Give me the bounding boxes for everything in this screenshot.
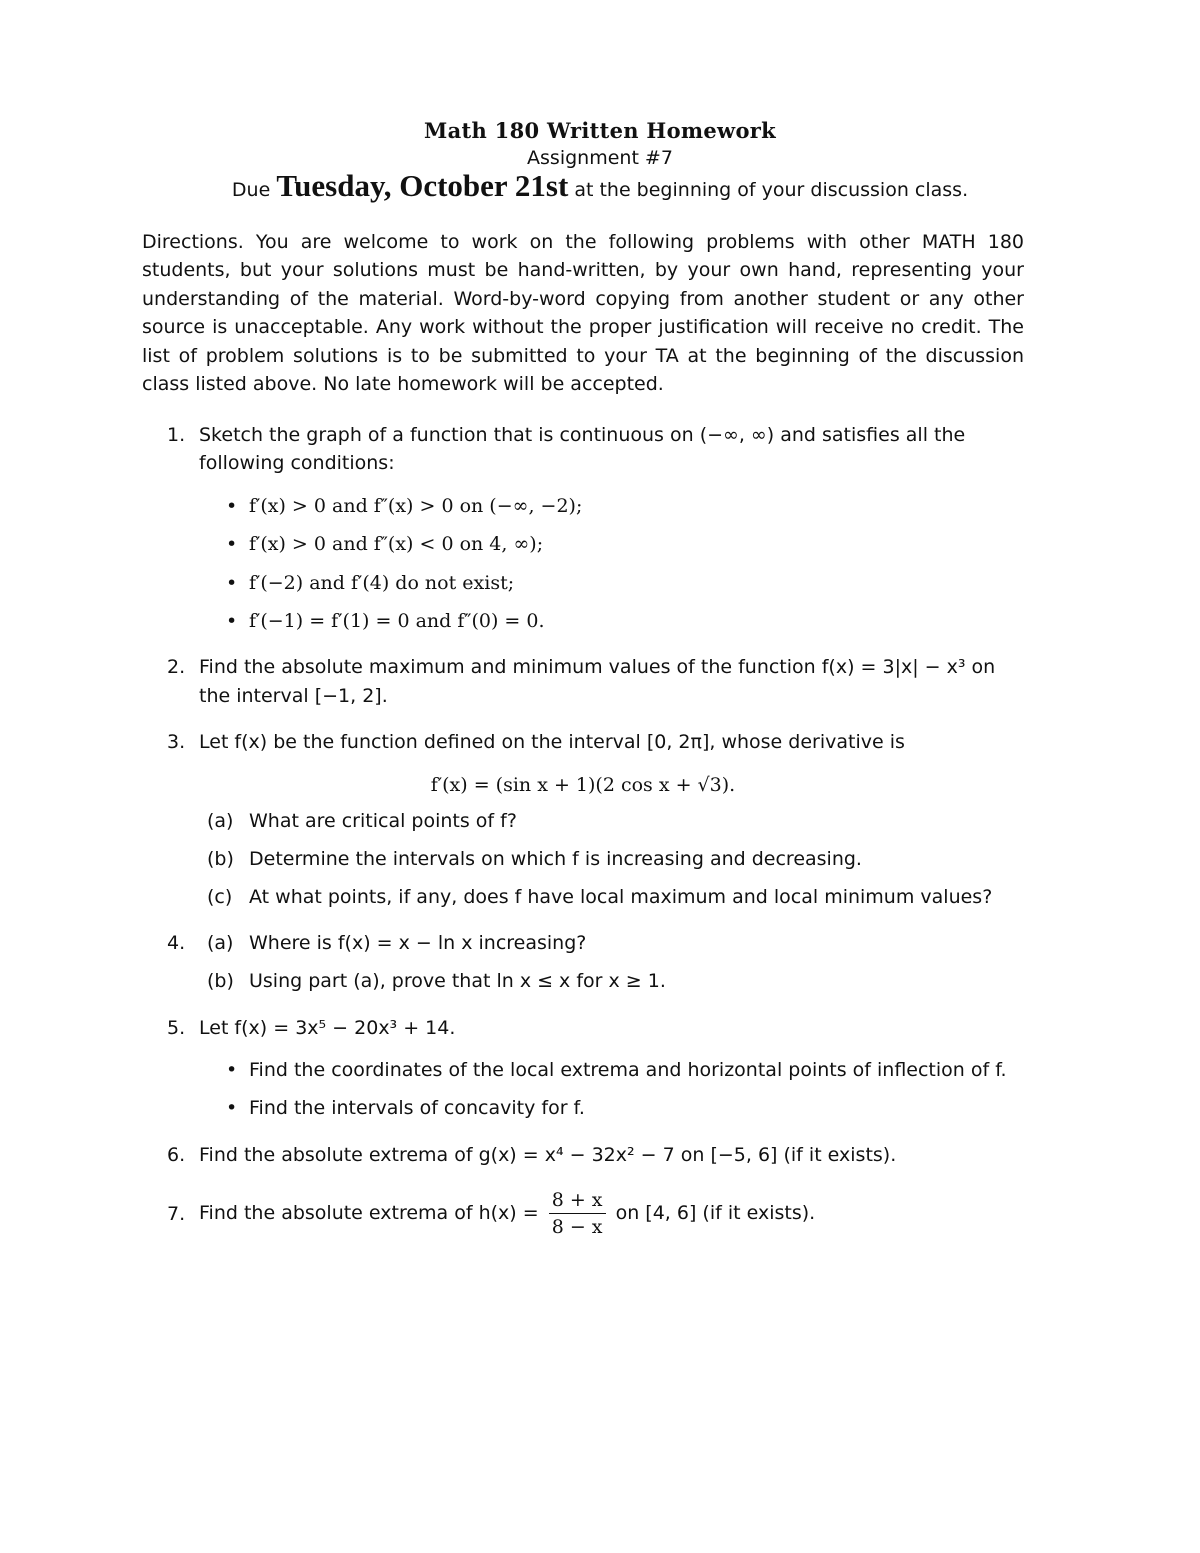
due-date: Tuesday, October 21st <box>276 168 569 203</box>
subpart-text: Using part (a), prove that ln x ≤ x for x ≥ 1. <box>249 970 666 993</box>
assignment-number: Assignment #7 <box>527 147 673 169</box>
problem-number: 5. <box>167 1016 186 1039</box>
subpart-a <box>199 807 1024 835</box>
subpart-label: (c) <box>207 885 233 908</box>
derivative-formula: f′(x) = (sin x + 1)(2 cos x + √3). <box>430 773 736 796</box>
subpart-label: (b) <box>207 847 234 870</box>
list-item: • f′(x) > 0 and f″(x) > 0 on (−∞, −2); <box>199 492 1024 520</box>
fraction <box>549 1187 606 1240</box>
subpart-label: (b) <box>207 970 234 993</box>
list-item: • f′(−1) = f′(1) = 0 and f″(0) = 0. <box>199 607 1024 635</box>
subpart-list <box>199 929 1024 995</box>
list-item: • f′(x) > 0 and f″(x) < 0 on 4, ∞); <box>199 530 1024 558</box>
subpart-label: (a) <box>207 810 234 833</box>
problem-number: 4. <box>167 932 186 955</box>
subpart-text: Determine the intervals on which f is increasing and decreasing. <box>249 847 862 870</box>
directions-paragraph: Directions. You are welcome to work on the following problems with other MATH 180 students, but your solutions must be hand-written, by your own hand, representing your understanding of the material. Word-by-word copying from another student or any other source is unacceptable. Any work without the proper justification will receive no credit. The list of problem solutions is to be submitted to your TA at the beginning of the discussion class listed above. No late homework will be accepted. <box>142 231 1024 396</box>
problem-4 <box>142 929 1024 995</box>
subpart-a <box>199 929 1024 957</box>
problem-number: 2. <box>167 656 186 679</box>
subpart-c <box>199 883 1024 911</box>
due-line <box>0 168 1200 204</box>
page-title: Math 180 Written Homework <box>424 118 776 143</box>
problem-list <box>142 421 1024 1258</box>
problem-number: 7. <box>167 1203 186 1226</box>
problem-5 <box>142 1014 1024 1123</box>
list-item: • Find the intervals of concavity for f. <box>199 1094 1024 1122</box>
subpart-text: At what points, if any, does f have local maximum and local minimum values? <box>249 885 993 908</box>
list-item: • f′(−2) and f′(4) do not exist; <box>199 569 1024 597</box>
problem-number: 3. <box>167 731 186 754</box>
problem-number: 1. <box>167 424 186 446</box>
subpart-b <box>199 967 1024 995</box>
problem-text <box>199 1187 1024 1240</box>
subpart-text: Where is f(x) = x − ln x increasing? <box>249 932 587 955</box>
due-suffix: at the beginning of your discussion class. <box>574 179 969 201</box>
problem-text: Find the absolute extrema of g(x) = x⁴ − 32x² − 7 on [−5, 6] (if it exists). <box>199 1143 897 1166</box>
fraction-denominator: 8 − x <box>551 1216 603 1239</box>
subpart-text: What are critical points of f? <box>249 810 517 833</box>
problem-6 <box>142 1141 1024 1169</box>
problem-text-end: on [4, 6] (if it exists). <box>615 1202 816 1225</box>
problem-3 <box>142 728 1024 911</box>
subpart-label: (a) <box>207 932 234 955</box>
subpart-b <box>199 845 1024 873</box>
problem-text: Let f(x) = 3x⁵ − 20x³ + 14. <box>199 1016 456 1039</box>
problem-2 <box>142 653 1024 710</box>
due-prefix: Due <box>231 179 271 201</box>
task-list <box>199 1056 1024 1123</box>
list-item: • Find the coordinates of the local extrema and horizontal points of inflection of f. <box>199 1056 1024 1084</box>
fraction-numerator: 8 + x <box>549 1187 606 1214</box>
condition-list <box>199 492 1024 636</box>
problem-1 <box>142 421 1024 635</box>
problem-text: Sketch the graph of a function that is continuous on (−∞, ∞) and satisfies all the following conditions: <box>199 424 966 475</box>
problem-text: Find the absolute maximum and minimum values of the function f(x) = 3|x| − x³ on the interval [−1, 2]. <box>199 656 996 707</box>
subpart-list <box>199 807 1024 911</box>
problem-text-start: Find the absolute extrema of h(x) = <box>199 1202 539 1225</box>
problem-number: 6. <box>167 1143 186 1166</box>
problem-7 <box>142 1187 1024 1240</box>
problem-text: Let f(x) be the function defined on the interval [0, 2π], whose derivative is <box>199 731 905 754</box>
